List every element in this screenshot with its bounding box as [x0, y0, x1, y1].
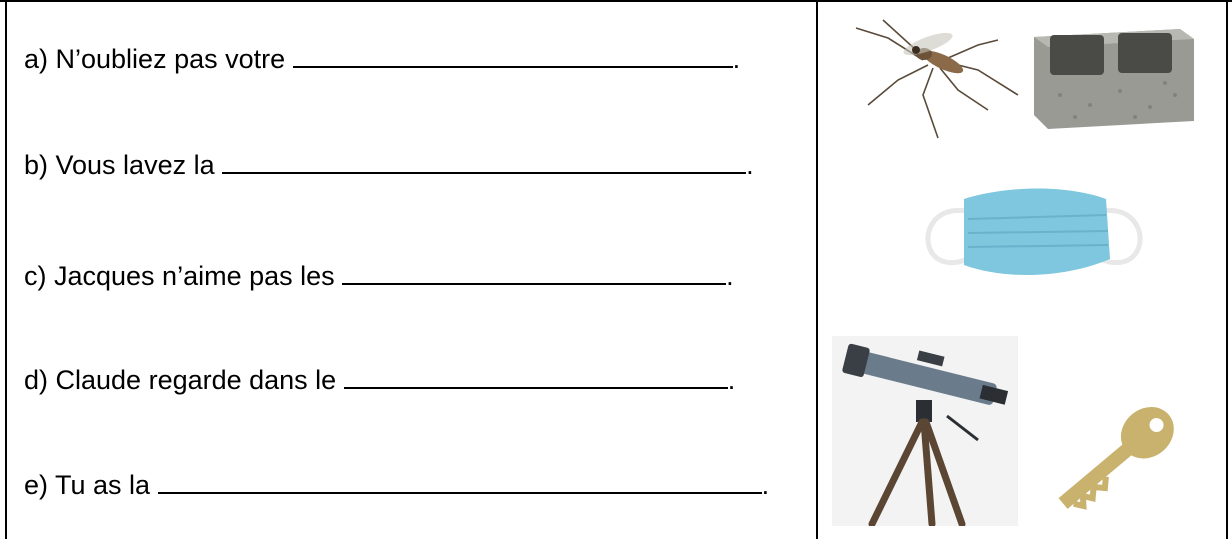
key-image [1028, 395, 1208, 525]
sentence-e-period: . [761, 470, 770, 500]
mosquito-image [828, 10, 1028, 140]
sentence-e-text: e) Tu as la [24, 470, 158, 500]
table-right-border [1226, 0, 1228, 539]
blank-d[interactable] [344, 361, 728, 389]
table-top-border [0, 0, 1232, 2]
sentence-a-period: . [732, 44, 741, 74]
table-left-border [5, 0, 7, 539]
sentence-e [24, 466, 769, 501]
sentence-b [24, 146, 754, 181]
sentence-a [24, 40, 740, 75]
sentence-c [24, 257, 734, 292]
sentence-d [24, 361, 735, 396]
sentence-d-period: . [727, 365, 736, 395]
blank-b[interactable] [222, 146, 746, 174]
sentence-b-period: . [746, 150, 754, 180]
sentence-a-text: a) N’oubliez pas votre [24, 44, 293, 74]
blank-c[interactable] [342, 257, 726, 285]
cinder-block-image [1030, 25, 1198, 131]
blank-e[interactable] [158, 466, 762, 494]
sentence-c-text: c) Jacques n’aime pas les [24, 261, 343, 291]
sentence-c-period: . [726, 261, 734, 291]
telescope-image [832, 336, 1018, 526]
face-mask-image [918, 185, 1150, 283]
sentence-d-text: d) Claude regarde dans le [24, 365, 344, 395]
blank-a[interactable] [293, 40, 733, 68]
table-column-divider [816, 0, 818, 539]
sentence-b-text: b) Vous lavez la [24, 150, 223, 180]
